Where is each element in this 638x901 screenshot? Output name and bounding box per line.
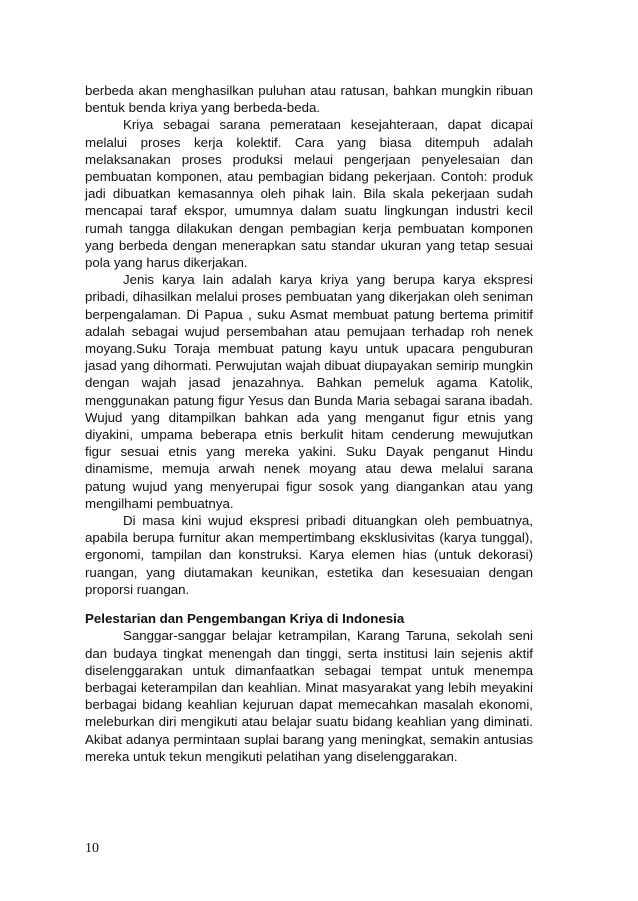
paragraph-continuation: berbeda akan menghasilkan puluhan atau ratusan, bahkan mungkin ribuan bentuk benda kriya yang berbeda-beda. [85, 83, 533, 116]
paragraph-pelestarian: Sanggar-sanggar belajar ketrampilan, Karang Taruna, sekolah seni dan budaya tingkat menengah dan tinggi, serta institusi lain sejenis aktif diselenggarakan untuk dimanfaatkan sebagai tempat untuk menempa berbagai keterampilan dan keahlian. Minat masyarakat yang lebih meyakini berbagai bidang keahlian kejuruan dapat memecahkan masalah ekonomi, meleburkan diri mengikuti atau belajar suatu bidang keahlian yang diminati. Akibat adanya permintaan suplai barang yang meningkat, semakin antusias mereka untuk tekun mengikuti pelatihan yang diselenggarakan. [85, 628, 533, 764]
page-body [85, 82, 533, 765]
paragraph-kriya-kesejahteraan: Kriya sebagai sarana pemerataan kesejahteraan, dapat dicapai melalui proses kerja kolektif. Cara yang biasa ditempuh adalah melaksanakan proses produksi melaui pengerjaan penyelesaian dan pembuatan komponen, atau pembagian bidang pekerjaan. Contoh: produk jadi dibuatkan kemasannya oleh pihak lain. Bila skala pekerjaan sudah mencapai taraf ekspor, umumnya dalam suatu lingkungan industri kecil rumah tangga dilakukan dengan pembagian kerja pembuatan komponen yang berbeda dengan menerapkan satu standar ukuran yang tetap sesuai pola yang harus dikerjakan. [85, 117, 533, 271]
paragraph-karya-ekspresi: Jenis karya lain adalah karya kriya yang berupa karya ekspresi pribadi, dihasilkan melalui proses pembuatan yang dikerjakan oleh seniman berpengalaman. Di Papua , suku Asmat membuat patung bertema primitif adalah sebagai wujud persembahan atau pemujaan terhadap roh nenek moyang.Suku Toraja membuat patung kayu untuk upacara penguburan jasad yang dihormati. Perwujutan wajah dibuat diupayakan semirip mungkin dengan wajah jasad jenazahnya. Bahkan pemeluk agama Katolik, menggunakan patung figur Yesus dan Bunda Maria sebagai sarana ibadah. Wujud yang ditampilkan bahkan ada yang menganut figur etnis yang diyakini, umpama beberapa etnis berkulit hitam cenderung mewujutkan figur sesuai etnis yang mereka yakini. Suku Dayak penganut Hindu dinamisme, memuja arwah nenek moyang atau dewa melalui sarana patung wujud yang menyerupai figur sosok yang diangankan atau yang mengilhami pembuatnya. [85, 272, 533, 511]
section-heading: Pelestarian dan Pengembangan Kriya di Indonesia [85, 611, 405, 627]
paragraph-masa-kini: Di masa kini wujud ekspresi pribadi dituangkan oleh pembuatnya, apabila berupa furnitur akan mempertimbang eksklusivitas (karya tunggal), ergonomi, tampilan dan konstruksi. Karya elemen hias (untuk dekorasi) ruangan, yang diutamakan keunikan, estetika dan kesesuaian dengan proporsi ruangan. [85, 513, 533, 597]
page-number: 10 [85, 841, 99, 856]
